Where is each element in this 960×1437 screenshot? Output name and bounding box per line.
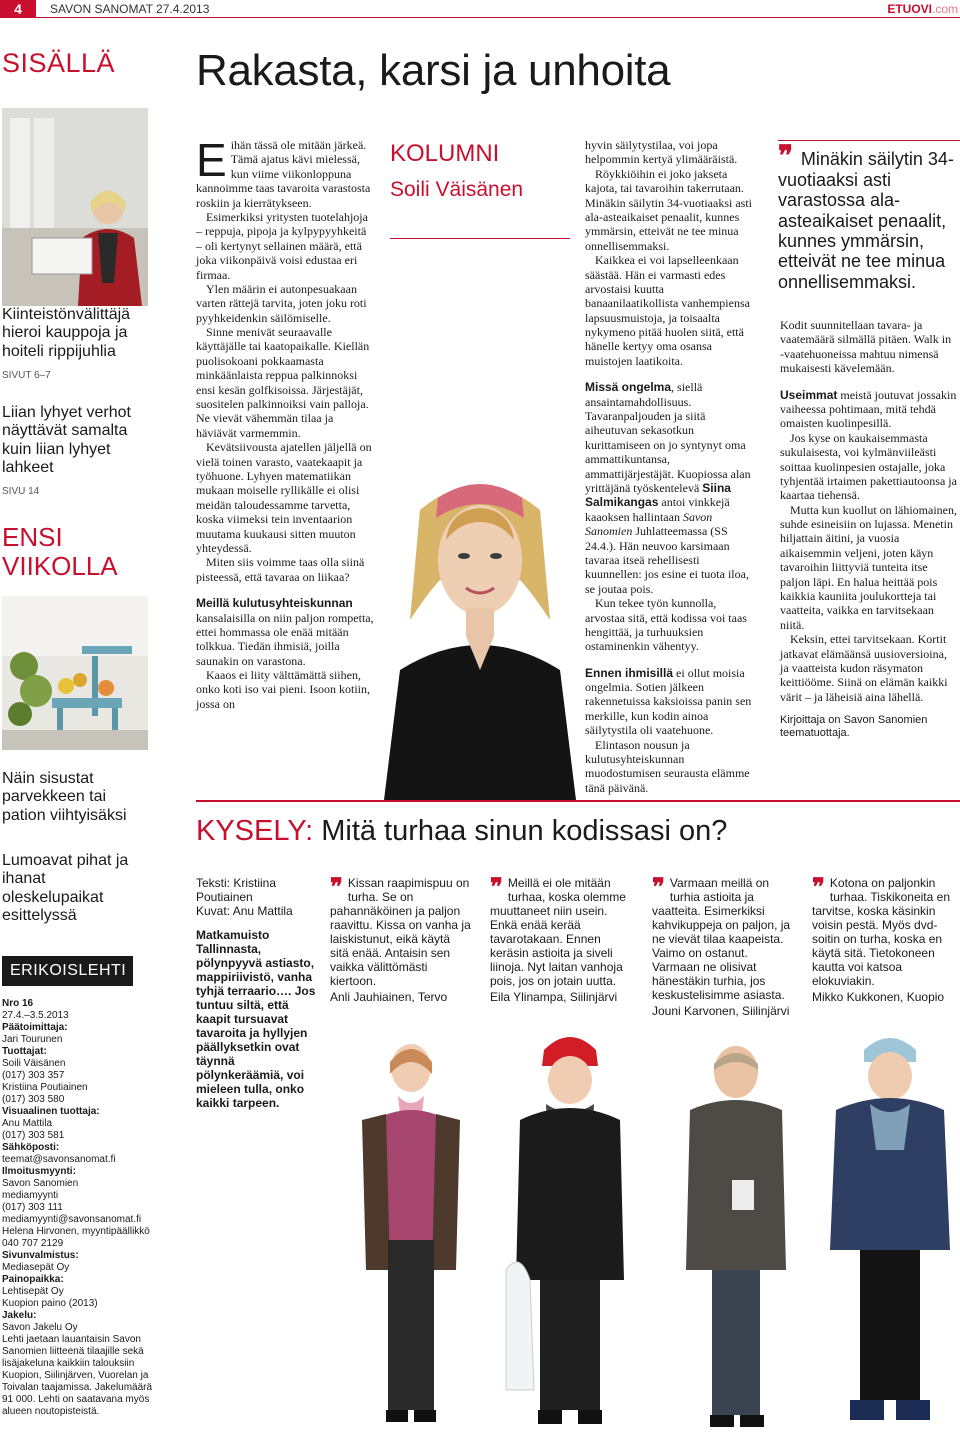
respondent-photo-3	[676, 1040, 796, 1432]
email-address[interactable]: teemat@savonsanomat.fi	[2, 1154, 116, 1165]
article-paragraph	[196, 134, 374, 210]
survey-question: Mitä turhaa sinun kodissasi on?	[313, 815, 728, 847]
article-paragraph: Kaikkea ei voi lapselleenkaan säästää. Hän ei varmasti edes arvostaisi kuutta banaanilaatikollista vanhempiensa lapsuusmuistoja, ja toisaalta nykymeno pitää huolen siitä, että hänelle kertyy oma osansa muistojen laatikoita.	[585, 253, 750, 368]
article-paragraph: Sinne menivät seuraavalle käyttäjälle tai kaatopaikalle. Kiellän puolisokoani pokkaamasta minkäänlaista reppua palkinnoksi ensi kesän golfkisoissa. Järjestäjät, suositelen palkinnoiksi vain palloja. Ne vievät vähemmän tilaa ja häviävät varmemmin.	[196, 325, 370, 440]
author-divider	[390, 238, 570, 239]
editor-label: Päätoimittaja:	[2, 1022, 68, 1033]
visual-label: Visuaalinen tuottaja:	[2, 1106, 100, 1117]
site-name[interactable]: ETUOVI	[887, 2, 932, 16]
article-paragraph: Keksin, ettei tarvitsekaan. Kortit jatkavat elämäänsä uusioversioina, ja vaatteista kudon räsymaton keittiööme. Siinä on elämän kaikki värit – ja läheisiä aina lähellä.	[780, 632, 948, 704]
answer-name: Anli Jauhiainen, Tervo	[330, 990, 448, 1005]
story2-headline: Liian lyhyet verhot näyttävät samalta kuin liian lyhyet lahkeet	[2, 404, 131, 477]
paragraph-lead: Useimmat	[780, 387, 838, 402]
article-paragraph	[585, 380, 757, 596]
producer2-phone: (017) 303 580	[2, 1094, 65, 1105]
pull-quote-rule	[778, 140, 960, 141]
colophon	[2, 998, 154, 1418]
survey-title	[196, 815, 727, 848]
supplement-badge: ERIKOISLEHTI	[2, 956, 133, 986]
ads-line2: mediamyynti	[2, 1190, 59, 1201]
person-illustration	[676, 1040, 796, 1432]
email-label: Sähköposti:	[2, 1142, 60, 1153]
article-paragraph: Jos kyse on kaukaisemmasta sukulaisesta, voi kylmänviileästi soittaa kuolinpesien ostajalle, joka tyhjentää irtaimen pakettiautoonsa ja kaartaa tiehensä.	[780, 430, 957, 503]
paragraph-lead: Missä ongelma	[585, 380, 672, 395]
quote-mark-icon: ❞	[490, 874, 503, 901]
page-header	[0, 0, 960, 18]
article-paragraph: Esimerkiksi yritysten tuotelahjoja – reppuja, pipoja ja kylpypyyhkeitä – oli kertynyt sellainen määrä, että joka viikonpäivä voisi edustaa eri firmaa.	[196, 209, 368, 282]
story1-pages: SIVUT 6–7	[2, 370, 51, 381]
realtor-illustration	[2, 108, 148, 306]
survey-answer	[812, 876, 958, 1004]
layout-company: Mediasepät Oy	[2, 1262, 70, 1273]
ads-manager-phone: 040 707 2129	[2, 1238, 64, 1249]
article-paragraph: Miten siis voimme taas olla siinä pisteessä, että tavaraa on liikaa?	[196, 555, 365, 584]
article-text: antoi vinkkejä kaaoksen hallintaan	[585, 495, 730, 524]
layout-label: Sivunvalmistus:	[2, 1250, 79, 1261]
article-paragraph: Elintason nousun ja kulutusyhteiskunnan muodostumisen seurausta elämme tänä päivänä.	[585, 737, 750, 795]
producers-label: Tuottajat:	[2, 1046, 47, 1057]
article-paragraph	[780, 388, 958, 431]
editor-name: Jari Tourunen	[2, 1034, 63, 1045]
survey-answer	[652, 876, 796, 1018]
print-line2: Kuopion paino (2013)	[2, 1298, 98, 1309]
colophon-number: Nro 16	[2, 998, 34, 1009]
survey-intro-block	[196, 876, 320, 1111]
survey-intro: Matkamuisto Tallinnasta, pölynpyyvä astiasto, mappiriivistö, vanha tyhjä terraario…. Jos tuntuu siltä, että kaapit tursuavat tavaroita ja hyllyjen päällyksetkin ovat täynnä pölynkeräämiä, voi mieleen tulla, onko kaikki tarpeen.	[196, 928, 316, 1111]
article-paragraph: Kodit suunnitellaan tavara- ja vaatemäärä silmällä pitäen. Walk in -vaatehuoneissa mahtuu nimensä mukaisesti kävelemään.	[780, 318, 952, 376]
article-column-3	[780, 318, 958, 741]
columnist-illustration	[380, 470, 580, 800]
story1-headline: Kiinteistönvälittäjä hieroi kauppoja ja hoiteli rippijuhlia	[2, 306, 131, 360]
quote-mark-icon: ❞	[330, 874, 343, 901]
answer-name: Mikko Kukkonen, Kuopio	[812, 990, 945, 1005]
producer2-name: Kristiina Poutiainen	[2, 1082, 88, 1093]
person-illustration	[500, 1030, 640, 1432]
distribution-text: Lehti jaetaan lauantaisin Savon Sanomien liitteenä tilaajille sekä lisäjakeluna kaikkiin talouksiin Kuopion, Siilinjärven, Vuorelan ja Toivalan taajamissa. Jakelumäärä 91 000. Lehti on saatavana myös alueen noutopisteistä.	[2, 1334, 153, 1417]
pull-quote-text: Minäkin säilytin 34-vuotiaaksi asti varastossa ala-asteaikaiset penaalit, kunnes ymmärsin, etteivät ne tee minua onnellisemmaksi.	[778, 149, 954, 292]
producer1-phone: (017) 303 357	[2, 1070, 65, 1081]
story3-headline: Näin sisustat parvekkeen tai pation viihtyisäksi	[2, 770, 127, 824]
ads-email[interactable]: mediamyynti@savonsanomat.fi	[2, 1214, 142, 1225]
article-paragraph: Mutta kun kuollut on lähiomainen, suhde esineisiin on lujassa. Menetin hiljattain äitini, ja vuosia aikaisemmin veljeni, joten käyn tavaroihin liittyviä tunteita itse paljon läpi. En halua heittää pois kaikkia kauniita joulukortteja tai vaatteita, vaikka en tarvitsekaan niitä.	[780, 502, 957, 632]
distribution-company: Savon Jakelu Oy	[2, 1322, 78, 1333]
quote-mark-icon: ❞	[652, 874, 665, 901]
answer-name: Eila Ylinampa, Siilinjärvi	[490, 990, 618, 1005]
balcony-photo	[2, 596, 148, 750]
answer-text: Kissan raapimispuu on turha. Se on pahannäköinen ja paljon raavittu. Kissa on vanha ja laiskistunut, eikä käytä sitä enää. Antaisin sen vaikka välittömästi kiertoon.	[330, 876, 471, 989]
issue-date: SAVON SANOMAT 27.4.2013	[50, 2, 210, 16]
author-byline: Kirjoittaja on Savon Sanomien teematuottaja.	[780, 714, 928, 740]
contents-title: SISÄLLÄ	[2, 48, 116, 78]
person-illustration	[356, 1040, 466, 1432]
quote-mark-icon: ❞	[812, 874, 825, 901]
answer-text: Varmaan meillä on turhia astioita ja vaatteita. Esimerkiksi kahvikuppeja on paljon, ja ne vievät tilaa kaapeista. Vaimo on ostanut. Varmaan ne olisivat hänestäkin turhia, jos keskustelisimme asiasta.	[652, 876, 791, 1003]
ads-label: Ilmoitusmyynti:	[2, 1166, 76, 1177]
paragraph-lead: Meillä kulutusyhteiskunnan	[196, 596, 353, 611]
contents-sidebar	[0, 18, 160, 1437]
survey-text-credit: Teksti: Kristiina Poutiainen	[196, 876, 277, 905]
section-label: KOLUMNI	[390, 140, 500, 167]
survey-photo-credit: Kuvat: Anu Mattila	[196, 904, 293, 919]
article-paragraph	[585, 666, 757, 738]
respondent-photo-1	[356, 1040, 466, 1432]
site-suffix[interactable]: .com	[931, 2, 958, 16]
visual-phone: (017) 303 581	[2, 1130, 65, 1141]
print-label: Painopaikka:	[2, 1274, 64, 1285]
realtor-photo	[2, 108, 148, 306]
article-column-1	[196, 134, 374, 711]
article-text: ei ollut moisia ongelmia. Sotien jälkeen rakennetuissa kaksioissa panin sen merkille, kun kodin ainoa säilytystila oli vaatehuone.	[585, 665, 752, 738]
article-paragraph: hyvin säilytystilaa, voi jopa helpommin kertyä ylimääräistä.	[585, 138, 738, 167]
story2-pages: SIVU 14	[2, 486, 40, 497]
respondent-photo-2	[500, 1030, 640, 1432]
publication-name: Savon Sanomien	[585, 509, 713, 539]
print-line1: Lehtisepät Oy	[2, 1286, 64, 1297]
article-paragraph: Kun tekee työn kunnolla, arvostaa sitä, että kodissa voi taas hengittää, ja turhuuksien ostaminenkin vähentyy.	[585, 596, 747, 654]
article-text: kansalaisilla on niin paljon rompetta, ettei hommassa ole enää mitään tolkkua. Tiedän ihmisiä, joilla saunakin on varastona.	[196, 610, 374, 668]
respondent-photo-4	[820, 1030, 960, 1432]
next-week-heading: ENSI VIIKOLLA	[2, 522, 118, 581]
article-text: Juhlatteemassa (SS 24.4.). Hän neuvoo karsimaan tavaraa itseä rehellisesti kuunnellen: jos esine ei tuota iloa, se joutaa pois.	[585, 524, 749, 596]
person-name: Siina Salmikangas	[585, 480, 731, 510]
article-column-2	[585, 138, 757, 795]
columnist-portrait	[380, 470, 580, 800]
ads-phone: (017) 303 111	[2, 1202, 63, 1213]
quote-mark-icon: ❞	[778, 140, 801, 171]
story4-headline: Lumoavat pihat ja ihanat oleskelupaikat esittelyssä	[2, 852, 129, 925]
visual-name: Anu Mattila	[2, 1118, 53, 1129]
article-paragraph: Kevätsiivousta ajatellen jäljellä on vielä toinen varasto, vaatekaapit ja työhuone. Lyhyen matematiikan mukaan moiselle ryllikälle ei olisi meidän taloudessamme tarvetta, koska viimeksi tein inventaarion muutama kuukausi sitten muuton yhteydessä.	[196, 440, 372, 555]
survey-answer	[490, 876, 636, 1004]
producer1-name: Soili Väisänen	[2, 1058, 66, 1069]
paragraph-lead: Ennen ihmisillä	[585, 665, 674, 680]
balcony-illustration	[2, 596, 148, 750]
answer-text: Meillä ei ole mitään turhaa, koska olemme muuttaneet niin usein. Enkä enää kerää tavarotakaan. Ennen keräsin astioita ja siveli liinoja. Nyt laitan vanhoja pois, jos on jotain uutta.	[490, 876, 626, 989]
distribution-label: Jakelu:	[2, 1310, 37, 1321]
survey-answer	[330, 876, 472, 1004]
columnist-name: Soili Väisänen	[390, 178, 524, 201]
ads-manager: Helena Hirvonen, myyntipäällikkö	[2, 1226, 150, 1237]
article-paragraph	[196, 596, 374, 668]
colophon-dates: 27.4.–3.5.2013	[2, 1010, 69, 1021]
article-paragraph: Kaaos ei liity välttämättä siihen, onko koti iso vai pieni. Isoon kotiin, jossa on	[196, 668, 370, 711]
survey-label: KYSELY:	[196, 815, 314, 847]
article-text: meistä joutuvat jossakin vaiheessa pohtimaan, mitä tehdä omaisten kuolinpesillä.	[780, 387, 957, 431]
answer-name: Jouni Karvonen, Siilinjärvi	[652, 1004, 790, 1019]
article-paragraph: Röykkiöihin ei joko jakseta kajota, tai tavaroihin takerrutaan. Minäkin säilytin 34-vuotiaaksi asti ala-asteaikaiset penaalit, kunnes ymmärsin, etteivät ne tee minua onnellisemmaksi.	[585, 166, 752, 253]
site-link[interactable]	[887, 2, 958, 16]
answer-text: Kotona on paljonkin turhaa. Tiskikoneita en tarvitse, koska käsinkin voisin pestä. Myös dvd-soitin on turha, koska en käytä sitä. Tietokoneen kautta voi katsoa elokuviakin.	[812, 876, 950, 989]
page-number: 4	[0, 0, 36, 18]
article-text: ihän tässä ole mitään järkeä. Tämä ajatus kävi mielessä, kun viime viikonloppuna kannoimme taas tavaroita varastosta roskiin ja kierrätykseen.	[196, 138, 371, 210]
survey-rule	[196, 800, 960, 802]
ads-line1: Savon Sanomien	[2, 1178, 79, 1189]
article-headline: Rakasta, karsi ja unhoita	[196, 46, 671, 95]
article-paragraph: Ylen määrin ei autonpesuakaan varten rättejä tarvita, joten joku roti pyyhkeidenkin säilömiselle.	[196, 281, 367, 325]
article-text: , siellä ansaintamahdollisuus. Tavaranpaljouden ja siitä aiheutuvan sekasotkun kurittamiseen on jo syntynyt oma ammattikuntansa, ammattijärjestäjät. Kuopiossa alan yrittäjänä työskentelevä	[585, 380, 751, 495]
pull-quote	[778, 142, 960, 292]
drop-cap: E	[196, 134, 227, 186]
person-illustration	[820, 1030, 960, 1432]
